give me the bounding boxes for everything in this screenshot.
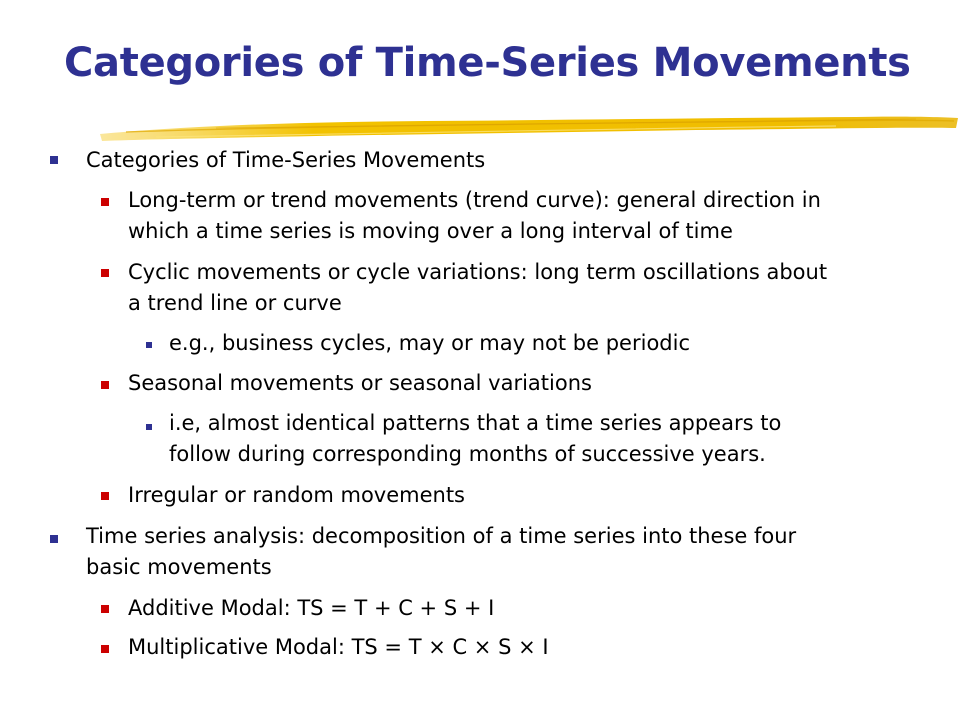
bullet-text: follow during corresponding months of successive years.	[169, 442, 766, 466]
bullet-marker	[101, 645, 109, 653]
bullet-marker	[50, 156, 58, 164]
bullet-text: Seasonal movements or seasonal variations	[128, 371, 592, 395]
bullet-text: Additive Modal: TS = T + C + S + I	[128, 596, 495, 620]
title-underline-brushstroke	[96, 108, 960, 148]
bullet-text: Cyclic movements or cycle variations: long term oscillations about	[128, 260, 828, 284]
bullet-text: basic movements	[86, 555, 272, 579]
bullet-marker	[101, 605, 109, 613]
bullet-text: Categories of Time-Series Movements	[86, 148, 486, 172]
bullet-marker	[146, 424, 152, 430]
bullet-text: Long-term or trend movements (trend curve): general direction in	[128, 188, 821, 212]
bullet-text: Irregular or random movements	[128, 483, 465, 507]
bullet-marker	[50, 535, 58, 543]
bullet-text: Multiplicative Modal: TS = T × C × S × I	[128, 635, 549, 659]
bullet-marker	[101, 198, 109, 206]
bullet-text: e.g., business cycles, may or may not be periodic	[169, 331, 691, 355]
bullet-marker	[146, 342, 152, 348]
bullet-text: i.e, almost identical patterns that a time series appears to	[169, 411, 782, 435]
bullet-marker	[101, 492, 109, 500]
slide-title: Categories of Time-Series Movements	[64, 40, 911, 86]
bullet-text: which a time series is moving over a long interval of time	[128, 219, 733, 243]
bullet-marker	[101, 381, 109, 389]
bullet-marker	[101, 269, 109, 277]
bullet-text: a trend line or curve	[128, 291, 342, 315]
bullet-text: Time series analysis: decomposition of a time series into these four	[86, 524, 797, 548]
